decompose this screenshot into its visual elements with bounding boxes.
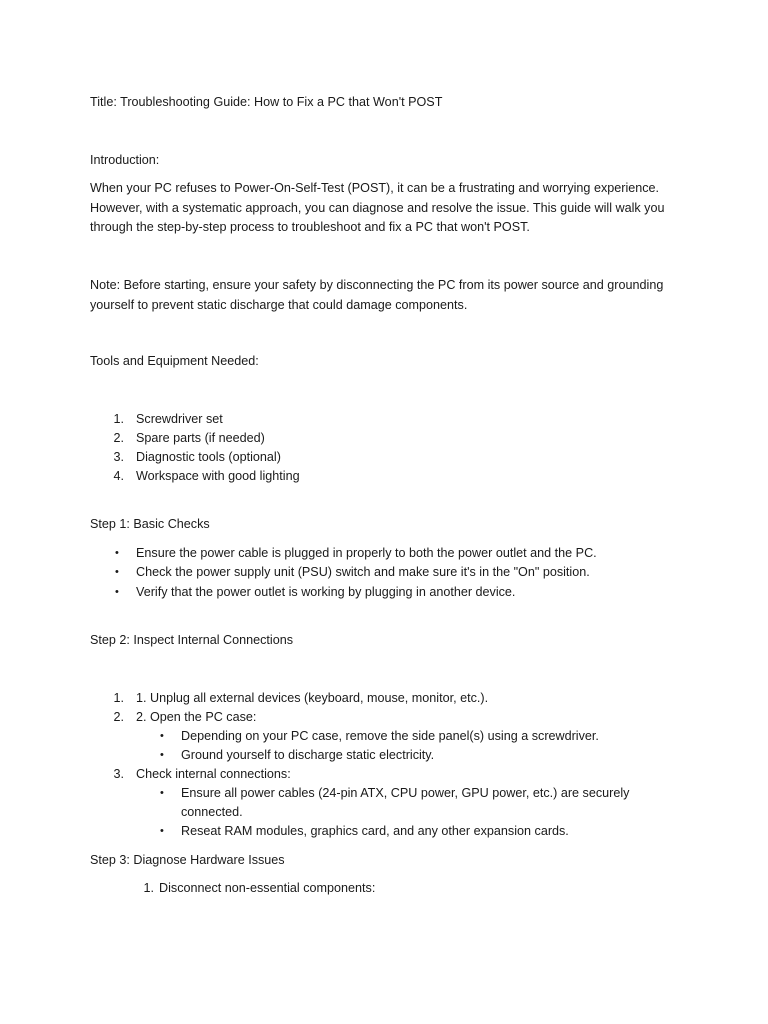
list-number: 1. [143, 881, 154, 895]
list-item: Screwdriver set [136, 412, 223, 426]
sub-bullet-item: Reseat RAM modules, graphics card, and any other expansion cards. [181, 824, 569, 838]
bullet-icon: • [160, 749, 164, 761]
list-item: 1. Unplug all external devices (keyboard, mouse, monitor, etc.). [136, 691, 489, 705]
bullet-icon: • [160, 787, 164, 799]
introduction-paragraph [90, 179, 690, 238]
list-number: 4. [113, 469, 124, 483]
tools-heading: Tools and Equipment Needed: [90, 354, 259, 368]
sub-bullet-continuation: connected. [181, 805, 243, 819]
sub-bullet-item: Ground yourself to discharge static electricity. [181, 748, 435, 762]
note-line: yourself to prevent static discharge that could damage components. [90, 297, 468, 312]
list-number: 2. [113, 431, 124, 445]
document-title: Title: Troubleshooting Guide: How to Fix a PC that Won't POST [90, 95, 443, 109]
introduction-line: When your PC refuses to Power-On-Self-Test (POST), it can be a frustrating and worrying experience. [90, 181, 660, 195]
list-item: Spare parts (if needed) [136, 431, 265, 445]
introduction-line: through the step-by-step process to troubleshoot and fix a PC that won't POST. [90, 220, 530, 234]
sub-bullet-item: Ensure all power cables (24-pin ATX, CPU power, GPU power, etc.) are securely [181, 786, 630, 800]
list-number: 1. [113, 691, 124, 705]
list-number: 3. [113, 767, 124, 781]
bullet-icon: • [115, 547, 119, 559]
list-item: Disconnect non-essential components: [159, 881, 376, 895]
bullet-item: Ensure the power cable is plugged in properly to both the power outlet and the PC. [136, 546, 597, 560]
list-number: 3. [113, 450, 124, 464]
safety-note [90, 276, 690, 315]
list-number: 1. [113, 412, 124, 426]
bullet-item: Verify that the power outlet is working by plugging in another device. [136, 585, 516, 599]
bullet-icon: • [115, 566, 119, 578]
list-item: Workspace with good lighting [136, 469, 300, 483]
step3-heading: Step 3: Diagnose Hardware Issues [90, 853, 285, 867]
bullet-icon: • [160, 730, 164, 742]
list-item: Check internal connections: [136, 767, 291, 781]
introduction-heading: Introduction: [90, 153, 160, 167]
step2-heading: Step 2: Inspect Internal Connections [90, 633, 294, 647]
list-item: 2. Open the PC case: [136, 710, 257, 724]
introduction-line: However, with a systematic approach, you can diagnose and resolve the issue. This guide will walk you [90, 200, 665, 215]
bullet-icon: • [160, 825, 164, 837]
step1-heading: Step 1: Basic Checks [90, 517, 210, 531]
sub-bullet-item: Depending on your PC case, remove the side panel(s) using a screwdriver. [181, 729, 599, 743]
note-line: Note: Before starting, ensure your safety by disconnecting the PC from its power source and grounding [90, 278, 664, 292]
bullet-icon: • [115, 586, 119, 598]
list-number: 2. [113, 710, 124, 724]
bullet-item: Check the power supply unit (PSU) switch and make sure it's in the "On" position. [136, 565, 590, 579]
list-item: Diagnostic tools (optional) [136, 450, 281, 464]
